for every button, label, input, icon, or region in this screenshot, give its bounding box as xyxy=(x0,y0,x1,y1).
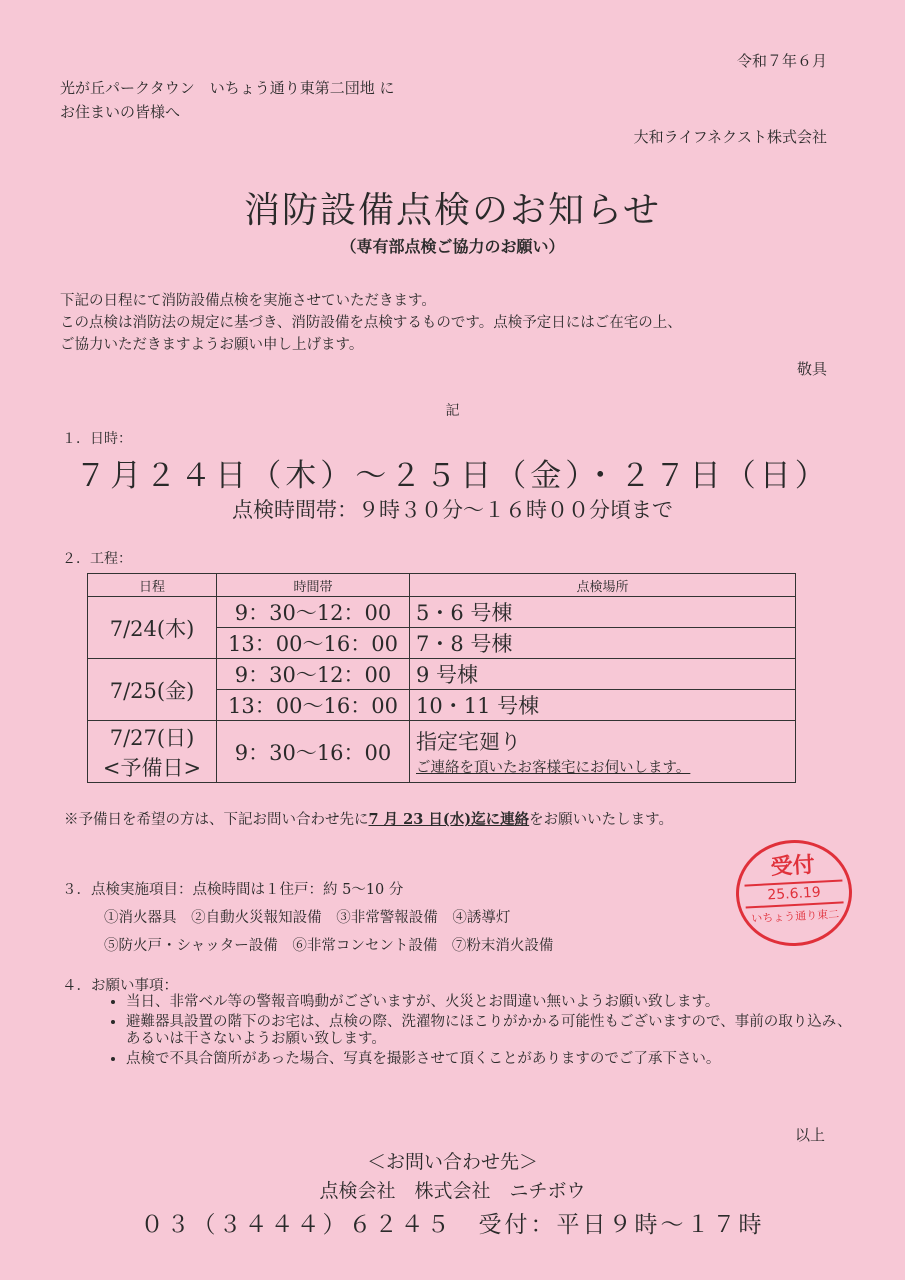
intro-line-1: 下記の日程にて消防設備点検を実施させていただきます。 xyxy=(60,293,436,309)
closing-keigu: 敬具 xyxy=(796,360,827,378)
time-cell: 13：00～16：00 xyxy=(217,690,410,721)
reserve-note xyxy=(64,808,673,829)
stamp-text: 受付 xyxy=(769,852,816,881)
day-cell: 7/24(木) xyxy=(88,597,217,659)
time-cell: 9：30～12：00 xyxy=(217,597,410,628)
inspection-items-line-2: ⑤防火戸・シャッター設備 ⑥非常コンセント設備 ⑦粉末消火設備 xyxy=(104,938,554,954)
contact-company: 点検会社 株式会社 ニチボウ xyxy=(319,1180,586,1202)
place-label: 指定宅廻り xyxy=(416,730,521,754)
sender-company: 大和ライフネクスト株式会社 xyxy=(633,128,827,146)
day-label: 7/27(日) xyxy=(109,725,195,750)
header-time: 時間帯 xyxy=(217,574,410,597)
page-subtitle: （専有部点検ご協力のお願い） xyxy=(340,237,565,256)
header-date: 日程 xyxy=(88,574,217,597)
section-4-label: ４．お願い事項： xyxy=(62,978,178,994)
table-row xyxy=(88,597,796,628)
intro-line-2: この点検は消防法の規定に基づき、消防設備を点検するものです。点検予定日にはご在宅の上、 xyxy=(60,315,682,331)
time-cell: 13：00～16：00 xyxy=(217,628,410,659)
table-header-row xyxy=(88,574,796,597)
section-1-label: １．日時： xyxy=(62,431,132,447)
stamp-date: 25.6.19 xyxy=(766,884,822,904)
note-suffix: をお願いいたします。 xyxy=(529,812,673,828)
document-date: 令和７年６月 xyxy=(736,52,827,70)
list-item: • 当日、非常ベル等の警報音鳴動がございますが、火災とお間違い無いようお願い致します。 xyxy=(126,994,866,1011)
ki-marker: 記 xyxy=(445,403,460,419)
header-place: 点検場所 xyxy=(410,574,796,597)
day-cell: 7/25(金) xyxy=(88,659,217,721)
list-item: • 点検で不具合箇所があった場合、写真を撮影させて頂くことがありますのでご了承下さい。 xyxy=(126,1051,866,1068)
schedule-table xyxy=(87,573,796,783)
place-cell: 9 号棟 xyxy=(410,659,796,690)
place-cell xyxy=(410,721,796,783)
place-note: ご連絡を頂いたお客様宅にお伺いします。 xyxy=(416,760,691,776)
received-stamp xyxy=(733,837,854,949)
list-item: • 避難器具設置の階下のお宅は、点検の際、洗濯物にほこりがかかる可能性もございますので、事前の取り込み、あるいは干さないようお願い致します。 xyxy=(126,1014,866,1048)
section-3-label: ３．点検実施項目：点検時間は１住戸：約 5～10 分 xyxy=(62,882,404,898)
request-list xyxy=(96,994,866,1071)
note-prefix: ※予備日を希望の方は、下記お問い合わせ先に xyxy=(64,812,369,828)
contact-phone: ０３（３４４４）６２４５ 受付：平日９時～１７時 xyxy=(140,1212,765,1238)
addressee-line-1: 光が丘パークタウン いちょう通り東第二団地 に xyxy=(60,79,395,97)
section-2-label: ２．工程： xyxy=(62,551,132,567)
place-cell: 10・11 号棟 xyxy=(410,690,796,721)
inspection-time-band: 点検時間帯：９時３０分～１６時００分頃まで xyxy=(232,498,673,522)
intro-text xyxy=(60,290,840,356)
time-cell: 9：30～16：00 xyxy=(217,721,410,783)
day-cell xyxy=(88,721,217,783)
reserve-day-label: <予備日> xyxy=(102,755,202,780)
table-row xyxy=(88,721,796,783)
note-deadline: 7 月 23 日(水)迄に連絡 xyxy=(368,811,530,828)
addressee xyxy=(60,76,394,124)
addressee-line-2: お住まいの皆様へ xyxy=(60,103,181,121)
place-cell: 7・8 号棟 xyxy=(410,628,796,659)
page-title: 消防設備点検のお知らせ xyxy=(244,190,661,231)
time-cell: 9：30～12：00 xyxy=(217,659,410,690)
intro-line-3: ご協力いただきますようお願い申し上げます。 xyxy=(60,337,364,353)
table-row xyxy=(88,659,796,690)
closing-ijo: 以上 xyxy=(794,1126,825,1144)
inspection-items-line-1: ①消火器具 ②自動火災報知設備 ③非常警報設備 ④誘導灯 xyxy=(104,910,511,926)
place-cell: 5・6 号棟 xyxy=(410,597,796,628)
inspection-dates: ７月２４日（木）～２５日（金）・２７日（日） xyxy=(75,458,830,494)
contact-heading: ＜お問い合わせ先＞ xyxy=(366,1151,538,1173)
stamp-place: いちょう通り東二 xyxy=(750,907,840,926)
